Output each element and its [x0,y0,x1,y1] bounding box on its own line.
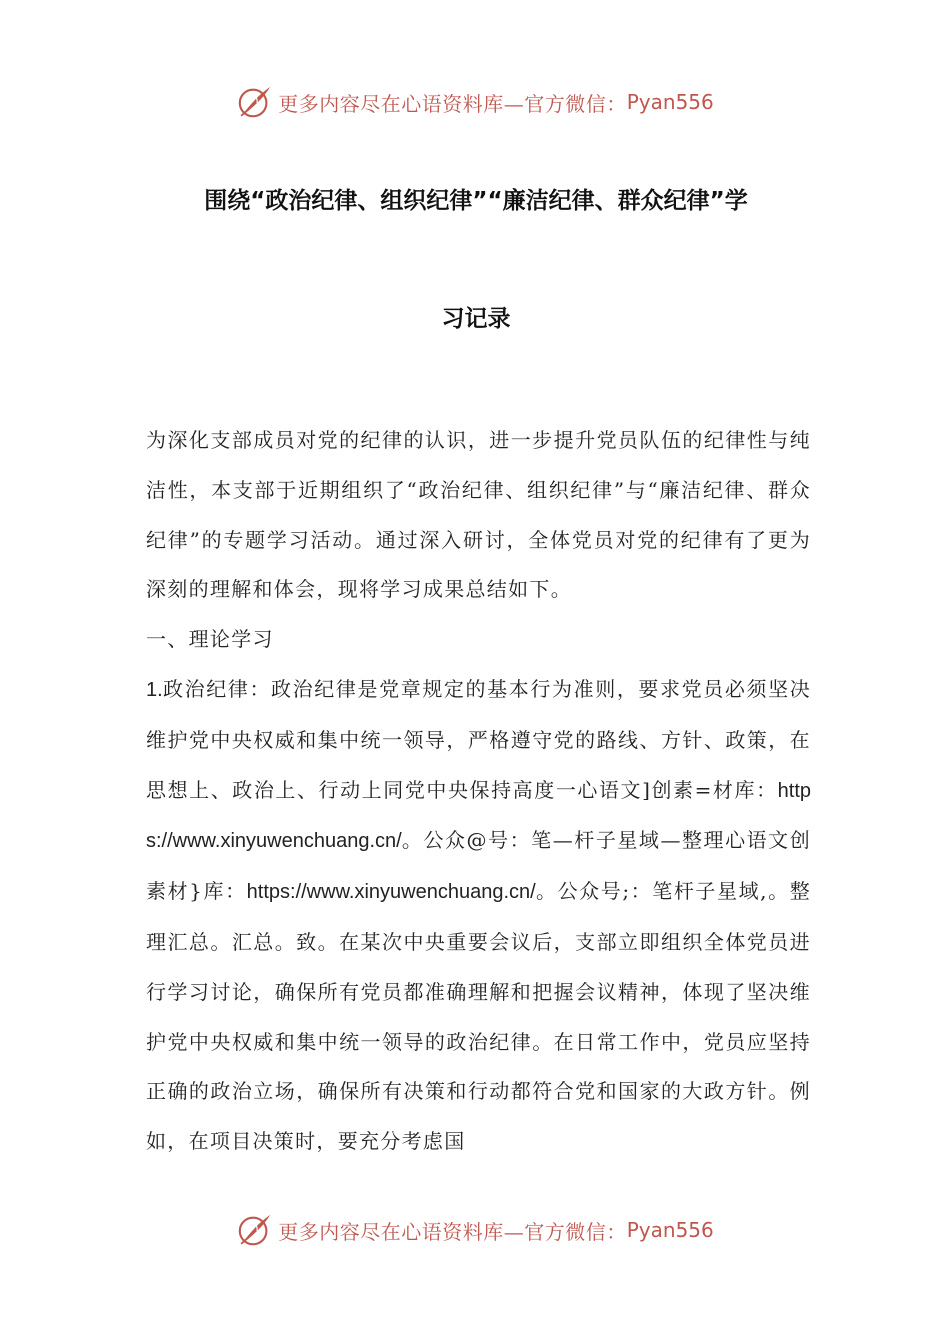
section-heading-theory-study: 一、理论学习 [146,627,274,652]
document-title-line-2: 习记录 [441,306,511,332]
item-text-part-1: 政治纪律：政治纪律是党章规定的基本行为准则，要求党员必须坚决维护党中央权威和集中统一领导，严格遵守党的路线、方针、政策，在思想上、政治上、行动上同党中央保持高度一心语文]创素=材库： [146,676,811,802]
watermark-brand-text: 更多内容尽在心语资料库—官方微信： [278,1219,627,1244]
watermark-brand-text: 更多内容尽在心语资料库—官方微信： [278,91,627,116]
watermark-banner-bottom [0,1208,950,1252]
intro-paragraph: 为深化支部成员对党的纪律的认识，进一步提升党员队伍的纪律性与纯洁性，本支部于近期组织了“政治纪律、组织纪律”与“廉洁纪律、群众纪律”的专题学习活动。通过深入研讨，全体党员对党的纪律有了更为深刻的理解和体会，现将学习成果总结如下。 [146,428,811,602]
quill-logo-icon [236,83,274,121]
item-number: 1. [146,678,163,701]
watermark-banner-top [0,80,950,124]
item-text-part-2: 。公众@号：笔—杆子星域—整理心语文创素材}库： [146,828,811,904]
watermark-contact-id: Pyan556 [626,90,714,114]
url-link-2[interactable]: https://www.xinyuwenchuang.cn/ [246,881,536,904]
url-link-1[interactable]: https://www.xinyuwenchuang.cn/ [146,779,811,853]
quill-logo-icon [236,1211,274,1249]
item-text-part-3: 。公众号;：笔杆子星域,。整理汇总。汇总。致。在某次中央重要会议后，支部立即组织全体党员进行学习讨论，确保所有党员都准确理解和把握会议精神，体现了坚决维护党中央权威和集中统一领导的政治纪律。在日常工作中，党员应坚持正确的政治立场，确保所有决策和行动都符合党和国家的大政方针。例如，在项目决策时，要充分考虑国 [146,879,811,1154]
document-title-line-1: 围绕“政治纪律、组织纪律”“廉洁纪律、群众纪律”学 [204,188,748,214]
item-political-discipline [146,665,811,1167]
document-body [146,416,811,1167]
watermark-contact-id: Pyan556 [626,1218,714,1242]
